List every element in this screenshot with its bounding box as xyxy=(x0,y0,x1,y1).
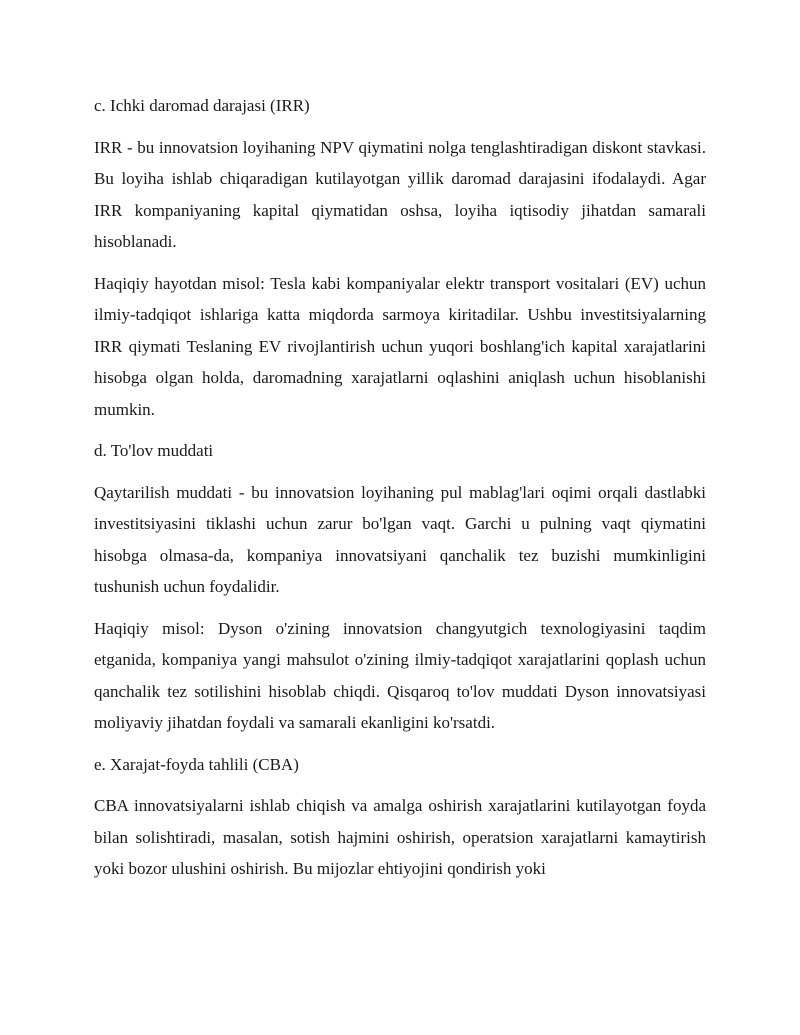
paragraph-cba-definition: CBA innovatsiyalarni ishlab chiqish va amalga oshirish xarajatlarini kutilayotgan foyda bilan solishtiradi, masalan, sotish hajmini oshirish, operatsion xarajatlarni kamaytirish yoki bozor ulushini oshirish. Bu mijozlar ehtiyojini qondirish yoki xyxy=(94,796,706,878)
paragraph-irr-definition: IRR - bu innovatsion loyihaning NPV qiymatini nolga tenglashtiradigan diskont stavkasi. Bu loyiha ishlab chiqaradigan kutilayotgan yillik daromad darajasini ifodalaydi. Agar IRR kompaniyaning kapital qiymatidan oshsa, loyiha iqtisodiy jihatdan samarali hisoblanadi. xyxy=(94,137,706,251)
section-heading-payback: d. To'lov muddati xyxy=(94,441,214,460)
section-heading-irr: c. Ichki daromad darajasi (IRR) xyxy=(94,96,310,115)
section-heading-cba: e. Xarajat-foyda tahlili (CBA) xyxy=(94,754,299,774)
document-page xyxy=(94,90,706,895)
paragraph-irr-example: Haqiqiy hayotdan misol: Tesla kabi kompaniyalar elektr transport vositalari (EV) uchun ilmiy-tadqiqot ishlariga katta miqdorda sarmoya kiritadilar. Ushbu investitsiyalarning IRR qiymati Teslaning EV rivojlantirish uchun yuqori boshlang'ich kapital xarajatlarini hisobga olgan holda, daromadning xarajatlarni oqlashini aniqlash uchun hisoblanishi mumkin. xyxy=(94,273,706,419)
paragraph-payback-example: Haqiqiy misol: Dyson o'zining innovatsion changyutgich texnologiyasini taqdim etganida, kompaniya yangi mahsulot o'zining ilmiy-tadqiqot xarajatlarini qoplash uchun qanchalik tez sotilishini hisoblab chiqdi. Qisqaroq to'lov muddati Dyson innovatsiyasi moliyaviy jihatdan foydali va samarali ekanligini ko'rsatdi. xyxy=(94,618,706,732)
paragraph-payback-definition: Qaytarilish muddati - bu innovatsion loyihaning pul mablag'lari oqimi orqali dastlabki investitsiyasini tiklashi uchun zarur bo'lgan vaqt. Garchi u pulning vaqt qiymatini hisobga olmasa-da, kompaniya innovatsiyani qanchalik tez buzishi mumkinligini tushunish uchun foydalidir. xyxy=(94,482,706,596)
